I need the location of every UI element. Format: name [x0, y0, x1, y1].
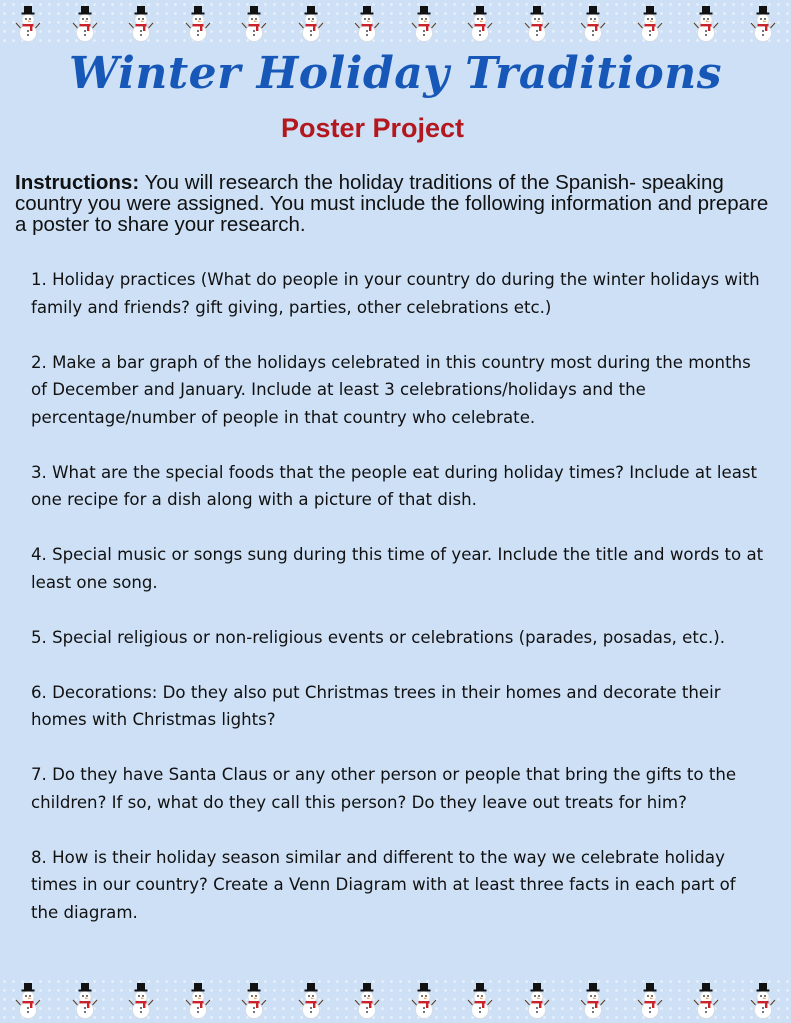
snowman-icon — [580, 980, 606, 1020]
snowman-icon — [15, 980, 41, 1020]
snowman-icon — [128, 980, 154, 1020]
snowman-icon — [15, 3, 41, 43]
snowman-icon — [467, 980, 493, 1020]
list-item: 5. Special religious or non-religious events or celebrations (parades, posadas, etc.). — [31, 627, 726, 647]
list-item: 6. Decorations: Do they also put Christmas trees in their homes and decorate their homes with Christmas lights? — [31, 682, 721, 729]
instructions-text: You will research the holiday traditions of the Spanish- speaking country you were assigned. You must include the following information and prepare a poster to share your research. — [15, 171, 769, 236]
snowman-icon — [185, 980, 211, 1020]
snowman-icon — [354, 980, 380, 1020]
snowman-icon — [128, 3, 154, 43]
list-item: 1. Holiday practices (What do people in your country do during the winter holidays with family and friends? gift giving, parties, other celebrations etc.) — [31, 270, 760, 317]
snowman-border-bottom — [0, 977, 791, 1023]
list-item: 7. Do they have Santa Claus or any other person or people that bring the gifts to the children? If so, what do they call this person? Do they leave out treats for him? — [31, 765, 737, 812]
instructions-label: Instructions: — [15, 171, 140, 194]
snowman-icon — [354, 3, 380, 43]
snowman-icon — [185, 3, 211, 43]
snowman-icon — [637, 980, 663, 1020]
snowman-icon — [750, 980, 776, 1020]
snowman-icon — [580, 3, 606, 43]
snowman-icon — [467, 3, 493, 43]
snowman-icon — [637, 3, 663, 43]
snowman-icon — [72, 3, 98, 43]
snowman-icon — [524, 980, 550, 1020]
snowman-icon — [524, 3, 550, 43]
snowman-icon — [241, 3, 267, 43]
snowman-icon — [411, 3, 437, 43]
page-title: Winter Holiday Traditions — [68, 48, 723, 99]
snowman-icon — [298, 3, 324, 43]
snowman-icon — [72, 980, 98, 1020]
snowman-border-top — [0, 0, 791, 46]
page-subtitle: Poster Project — [280, 113, 465, 143]
list-item: 8. How is their holiday season similar and different to the way we celebrate holiday times in our country? Create a Venn Diagram with at least three facts in each part of the diagram. — [31, 847, 736, 922]
requirements-list — [31, 266, 766, 954]
snowman-icon — [693, 3, 719, 43]
list-item: 2. Make a bar graph of the holidays celebrated in this country most during the months of December and January. Include at least 3 celebrations/holidays and the percentage/number of people in that country who celebrate. — [31, 352, 751, 427]
list-item: 3. What are the special foods that the people eat during holiday times? Include at least one recipe for a dish along with a picture of that dish. — [31, 462, 758, 509]
snowman-icon — [411, 980, 437, 1020]
instructions-paragraph — [15, 172, 775, 235]
list-item: 4. Special music or songs sung during this time of year. Include the title and words to at least one song. — [31, 545, 764, 592]
snowman-icon — [693, 980, 719, 1020]
snowman-icon — [298, 980, 324, 1020]
snowman-icon — [750, 3, 776, 43]
snowman-icon — [241, 980, 267, 1020]
